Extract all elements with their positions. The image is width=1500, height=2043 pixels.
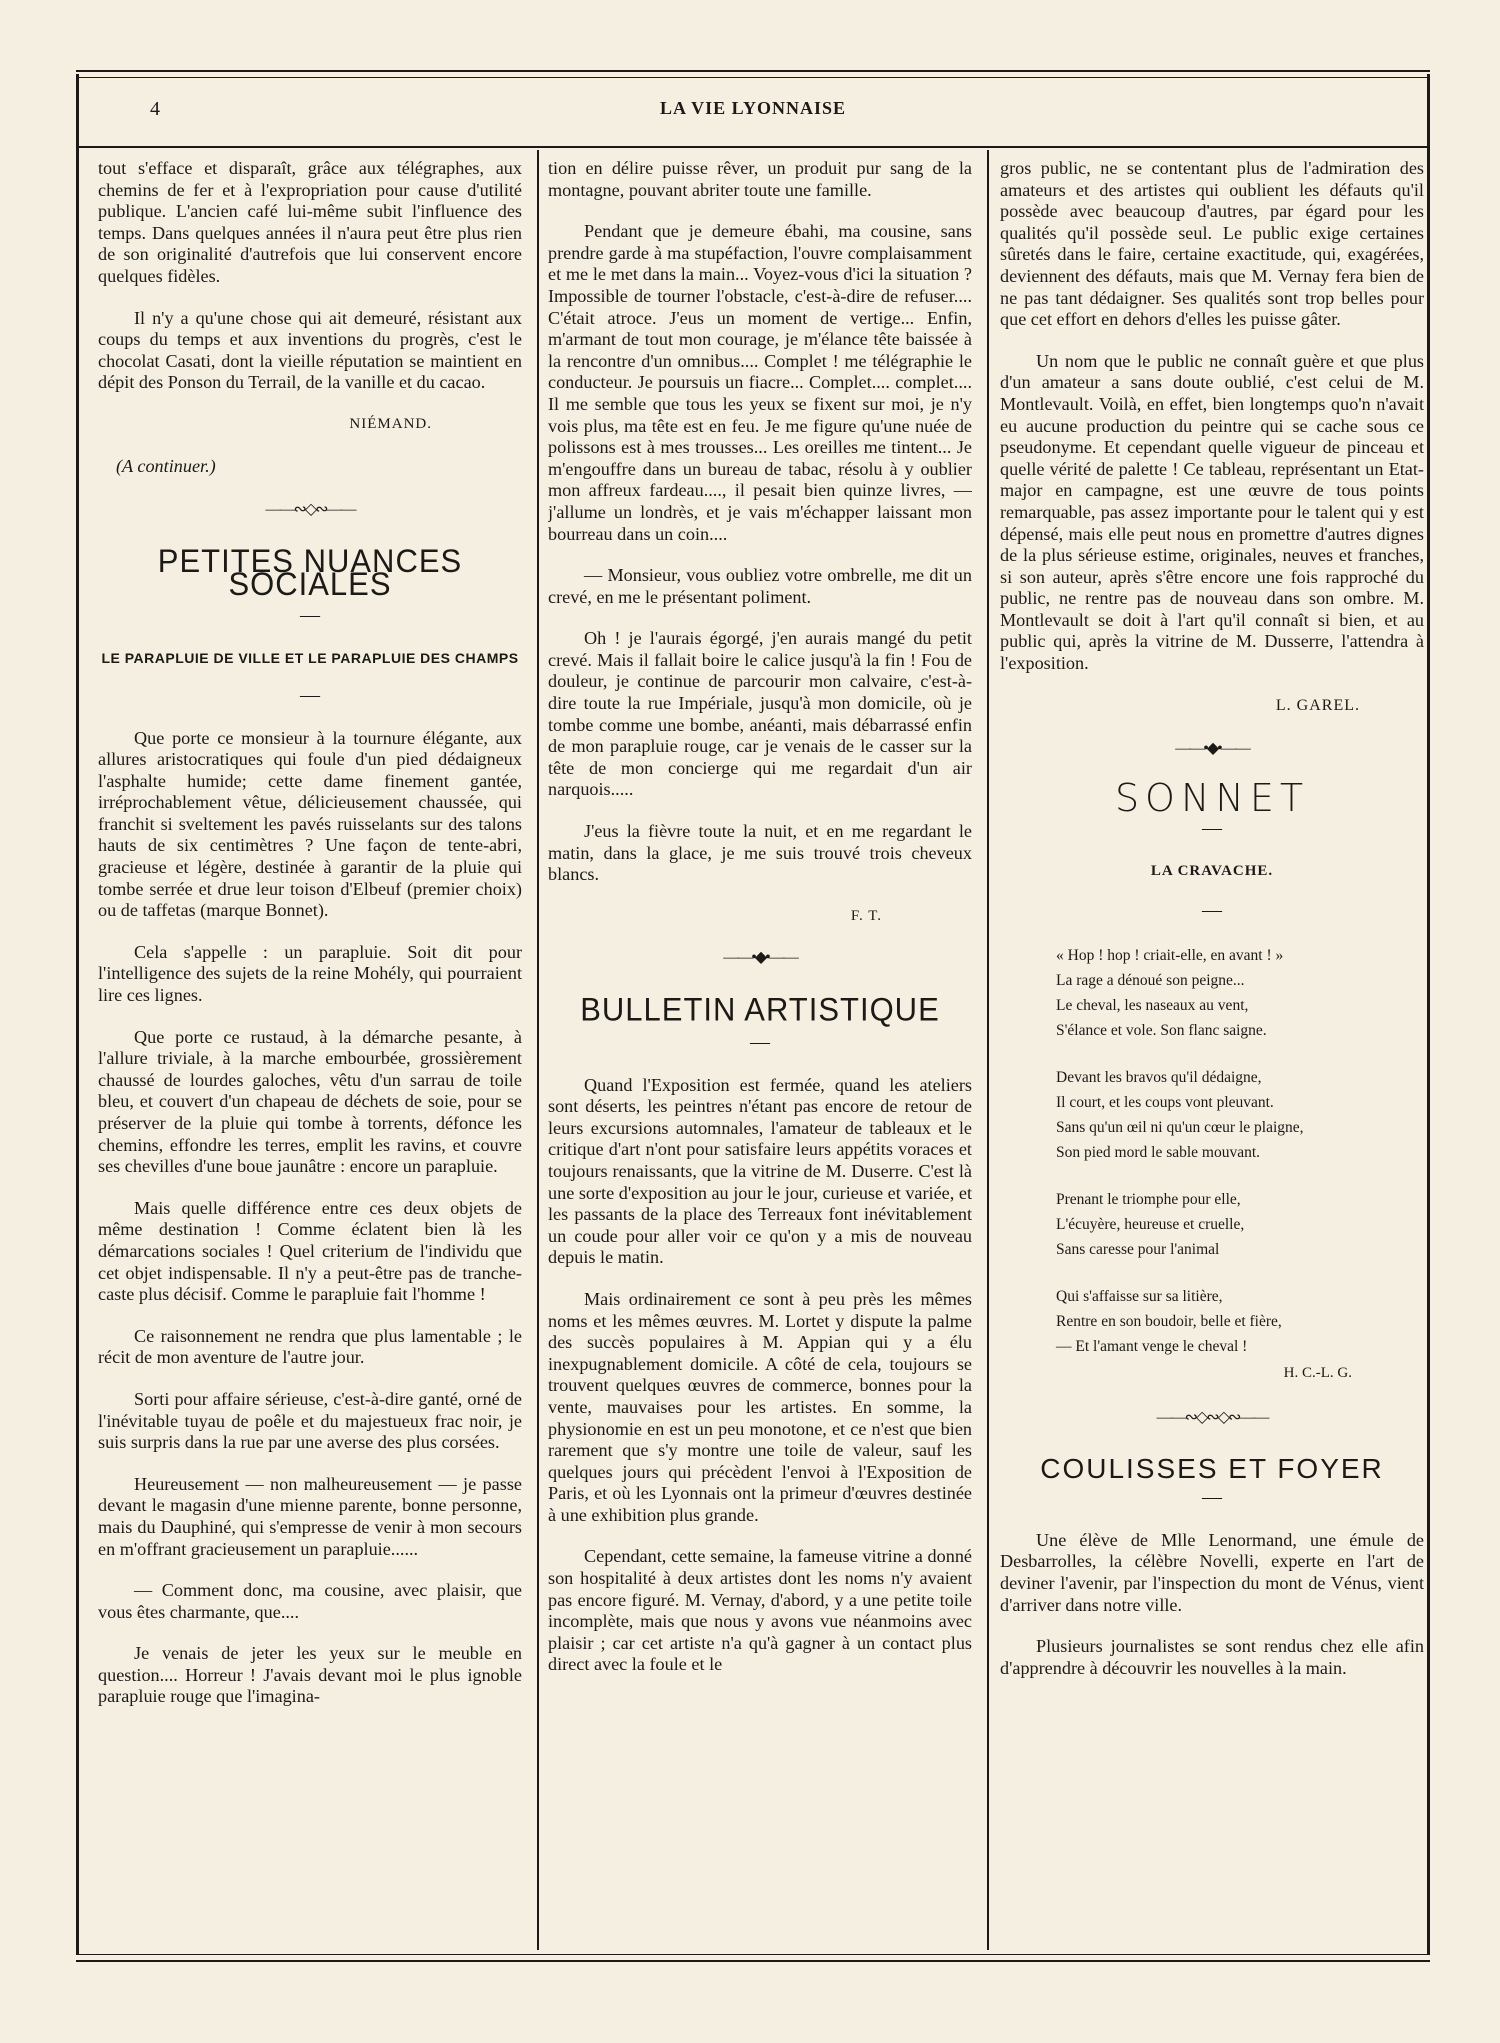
verse-line: La rage a dénoué son peigne... <box>1056 972 1245 990</box>
paragraph: Pendant que je demeure ébahi, ma cousine, sans prendre garde à ma stupéfaction, l'ouvre complaisamment et me le met dans la main... Voyez-vous d'ici la situation ? Impossible de tourner l'obstacle, c'est-à-dire de refuser.... C'était atroce. J'eus un moment de vertige... Enfin, m'armant de tout mon courage, je m'élance tête baissée à la rencontre d'un omnibus.... Complet ! me télégraphie le conducteur. Je poursuis un fiacre... Complet.... complet.... Il me semble que tous les yeux se fixent sur moi, je n'y vois plus, ma tête est en feu. Je me figure qu'une nuée de polissons est à mes trousses... Les oreilles me tintent... Je m'engouffre dans un bureau de tabac, résolu à y oublier mon affreux fardeau...., il pesait bien quinze livres, — j'allume un londrès, et je vais m'échapper laissant mon bourreau dans un coin.... <box>548 221 972 544</box>
dash-divider: — <box>300 603 320 626</box>
signature-niemand: NIÉMAND. <box>349 415 432 432</box>
dash-divider: — <box>750 1030 770 1053</box>
verse-line: Sans qu'un œil ni qu'un cœur le plaigne, <box>1056 1119 1304 1137</box>
paragraph: Un nom que le public ne connaît guère et que plus d'un amateur a sans doute oublié, c'est celui de M. Montlevault. Voilà, en effet, bien longtemps quo'n n'avait eu aucune production du peintre qui se cache sous ce pseudonyme. Et cependant quelle vigueur de pinceau et quelle vérité de palette ! Ce tableau, représentant un Etat-major en campagne, est une œuvre de tous points remarquable, pas assez importante pour le talent qui y est dépensé, mais elle peut nous en promettre d'autres dignes de la plus sérieuse estime, originales, neuves et franches, si son auteur, après s'être encore une fois rapproché du public, ne rentre pas de nouveau dans son ombre. M. Montlevault se doit à l'art qu'il connaît si bien, et au public qui, après la vitrine de M. Dusserre, l'attendra à l'exposition. <box>1000 350 1424 674</box>
verse-line: Prenant le triomphe pour elle, <box>1056 1191 1241 1209</box>
paragraph: tout s'efface et disparaît, grâce aux télégraphes, aux chemins de fer et à l'expropriation pour cause d'utilité publique. L'ancien café lui-même subit l'influence des temps. Dans quelques années il n'aura peut être plus rien de son originalité d'autrefois que lui conservent encore quelques fidèles. <box>98 158 522 286</box>
paragraph: Mais quelle différence entre ces deux objets de même destination ! Comme éclatent bien là les démarcations sociales ! Quel criterium de l'individu que cet objet indispensable. Il n'y a peut-être pas de tranche-caste plus décisif. Comme le parapluie fait l'homme ! <box>98 1197 522 1305</box>
paragraph: Quand l'Exposition est fermée, quand les ateliers sont déserts, les peintres n'étant pas encore de retour de leurs excursions automnales, l'amateur de tableaux et le critique d'art n'ont pour satisfaire leurs appétits voraces et toujours renaissants, que la vitrine de M. Duserre. C'est là une sorte d'exposition au jour le jour, curieuse et variée, et les passants de la place des Terreaux font inévitablement un coude pour aller voir ce qu'on y a mis de nouveau depuis le matin. <box>548 1074 972 1268</box>
page-header <box>78 88 1428 148</box>
signature-ft: F. T. <box>850 907 882 924</box>
paragraph: Cela s'appelle : un parapluie. Soit dit pour l'intelligence des sujets de la reine Mohély, qui pourraient lire ces lignes. <box>98 941 522 1006</box>
ornament-divider: ——∾◇∾—— <box>265 501 355 519</box>
column-2 <box>548 158 972 1948</box>
paragraph: Que porte ce rustaud, à la démarche pesante, à l'allure triviale, à la marche embourbée, grossièrement chaussé de lourdes galoches, vêtu d'un sarrau de toile bleu, et couvert d'un chapeau de déchets de soie, pour se préserver de la pluie qui tombe à torrents, défonce les chemins, effondre les terres, emplit les ravins, et couvre ses chevilles d'une boue jaunâtre : encore un parapluie. <box>98 1026 522 1177</box>
journal-title: LA VIE LYONNAISE <box>659 98 847 118</box>
paragraph: Que porte ce monsieur à la tournure élégante, aux allures aristocratiques qui foule d'un pied dédaigneux l'asphalte humide; cette dame finement gantée, irréprochablement vêtue, délicieusement chaussée, qui franchit si sveltement les pavés ruisselants sur des talons hauts de six centimètres ? Une façon de tente-abri, gracieuse et légère, destinée à garantir de la pluie qui tombe serrée et drue leur toison d'Elbeuf (premier choix) ou de taffetas (marque Bonnet). <box>98 727 522 921</box>
paragraph: — Monsieur, vous oubliez votre ombrelle, me dit un crevé, en me le présentant poliment. <box>548 565 972 607</box>
paragraph: Je venais de jeter les yeux sur le meuble en question.... Horreur ! J'avais devant moi le plus ignoble parapluie rouge que l'imagina- <box>98 1643 522 1707</box>
paragraph: Il n'y a qu'une chose qui ait demeuré, résistant aux coups du temps et aux inventions du progrès, c'est le chocolat Casati, dont la vieille réputation se maintient en dépit des Ponson du Terrail, de la vanille et du cacao. <box>98 307 522 393</box>
verse-line: S'élance et vole. Son flanc saigne. <box>1056 1022 1267 1040</box>
paragraph: Plusieurs journalistes se sont rendus chez elle afin d'apprendre à découvrir les nouvelles à la main. <box>1000 1636 1424 1678</box>
dash-divider: — <box>300 683 320 706</box>
ornament-divider: ——•◆•—— <box>1175 740 1249 758</box>
section-title-bulletin-artistique: BULLETIN ARTISTIQUE <box>580 991 940 1028</box>
paragraph: Sorti pour affaire sérieuse, c'est-à-dire ganté, orné de l'inévitable tuyau de poêle et du majestueux frac noir, je suis surpris dans la rue par une averse des plus corsées. <box>98 1388 522 1453</box>
paragraph: tion en délire puisse rêver, un produit pur sang de la montagne, pouvant abriter toute une famille. <box>548 158 972 200</box>
verse-line: Devant les bravos qu'il dédaigne, <box>1056 1069 1262 1087</box>
dash-divider: — <box>1202 899 1222 922</box>
paragraph: Mais ordinairement ce sont à peu près les mêmes noms et les mêmes œuvres. M. Lortet y dispute la palme des succès populaires à M. Appian qui y a élu inexpugnablement domicile. A côté de cela, toujours se trouvent quelques œuvres de commerce, bonnes pour la vente, mauvaises pour les artistes. En somme, la physionomie en est un peu monotone, et ce n'est que bien rarement que s'y montre une toile de valeur, sauf les quelques jours qui précèdent l'envoi à l'Exposition de Paris, et où les Lyonnais ont la primeur d'œuvres destinée à une exhibition plus grande. <box>548 1288 972 1525</box>
section-title-coulisses: COULISSES ET FOYER <box>1040 1453 1384 1485</box>
continued-note: (A continuer.) <box>116 455 216 476</box>
column-rule-1 <box>537 150 539 1950</box>
verse-line: Qui s'affaisse sur sa litière, <box>1056 1288 1223 1306</box>
paragraph: — Comment donc, ma cousine, avec plaisir, que vous êtes charmante, que.... <box>98 1580 522 1622</box>
paragraph: Une élève de Mlle Lenormand, une émule de Desbarrolles, la célèbre Novelli, experte en l'art de deviner l'avenir, par l'inspection du mont de Vénus, vient d'arriver dans notre ville. <box>1000 1529 1424 1615</box>
dash-divider: — <box>1202 817 1222 840</box>
dash-divider: — <box>1202 1485 1222 1508</box>
page-number: 4 <box>150 98 160 120</box>
verse-line: Sans caresse pour l'animal <box>1056 1241 1220 1259</box>
ornament-divider: ——•◆•—— <box>723 949 797 967</box>
article-subtitle: LE PARAPLUIE DE VILLE ET LE PARAPLUIE DES CHAMPS <box>101 649 519 666</box>
verse-line: Le cheval, les naseaux au vent, <box>1056 997 1249 1015</box>
column-rule-2 <box>987 150 989 1950</box>
ornament-divider: ——∾◇∾◇∾—— <box>1156 1408 1268 1426</box>
verse-line: Il court, et les coups vont pleuvant. <box>1056 1094 1274 1112</box>
verse-line: Son pied mord le sable mouvant. <box>1056 1144 1261 1162</box>
section-title-sonnet: SONNET <box>1114 775 1310 820</box>
stanza-4 <box>1056 1284 1424 1359</box>
sonnet-subtitle: LA CRAVACHE. <box>1150 863 1274 880</box>
paragraph: Oh ! je l'aurais égorgé, j'en aurais mangé du petit crevé. Mais il fallait boire le calice jusqu'à la fin ! Fou de douleur, je continue de parcourir mon calvaire, c'est-à-dire toute la rue Impériale, jusqu'à mon domicile, où je tombe comme une bombe, anéanti, mais débarrassé enfin de mon parapluie rouge, car je venais de le casser sur la tête de mon concierge qui me regardait d'un air narquois..... <box>548 628 972 800</box>
stanza-1 <box>1056 943 1424 1043</box>
paragraph: Heureusement — non malheureusement — je passe devant le magasin d'une mienne parente, bonne personne, mais du Dauphiné, qui s'empresse de venir à mon secours en m'offrant gracieusement un parapluie...... <box>98 1473 522 1559</box>
paragraph: gros public, ne se contentant plus de l'admiration des amateurs et des artistes qui oublient les défauts qu'il possède avec beaucoup d'autres, par égard pour les qualités qu'il possède seul. Le public exige certaines sûretés dans le faire, certaine exactitude, qui, exagérées, deviennent des défauts, mais que M. Vernay fera bien de ne pas tant dédaigner. Ses qualités sont trop belles pour que cet effort en dehors d'elles les puisse gâter. <box>1000 158 1424 330</box>
paragraph: J'eus la fièvre toute la nuit, et en me regardant le matin, dans la glace, je me suis trouvé trois cheveux blancs. <box>548 821 972 885</box>
paragraph: Ce raisonnement ne rendra que plus lamentable ; le récit de mon aventure de l'autre jour. <box>98 1325 522 1368</box>
sonnet-signature: H. C.-L. G. <box>1283 1365 1352 1382</box>
stanza-2 <box>1056 1065 1424 1165</box>
sonnet-verses <box>1000 943 1424 1359</box>
verse-line: — Et l'amant venge le cheval ! <box>1056 1338 1248 1356</box>
section-title-petites-nuances: PETITES NUANCES SOCIALES <box>157 542 463 602</box>
column-1 <box>98 158 522 1948</box>
paragraph: Cependant, cette semaine, la fameuse vitrine a donné son hospitalité à deux artistes dont les noms n'y avaient pas encore figuré. M. Vernay, d'abord, y a une petite toile incomplète, mais que nous y avons vue néanmoins avec plaisir ; car cet artiste n'a qu'à gagner à un contact plus direct avec la foule et le <box>548 1546 972 1675</box>
verse-line: Rentre en son boudoir, belle et fière, <box>1056 1313 1282 1331</box>
column-3 <box>1000 158 1424 1948</box>
verse-line: L'écuyère, heureuse et cruelle, <box>1056 1216 1245 1234</box>
stanza-3 <box>1056 1187 1424 1262</box>
signature-garel: L. GAREL. <box>1275 696 1360 714</box>
verse-line: « Hop ! hop ! criait-elle, en avant ! » <box>1056 947 1284 965</box>
page-frame-bottom <box>76 1954 1430 1962</box>
